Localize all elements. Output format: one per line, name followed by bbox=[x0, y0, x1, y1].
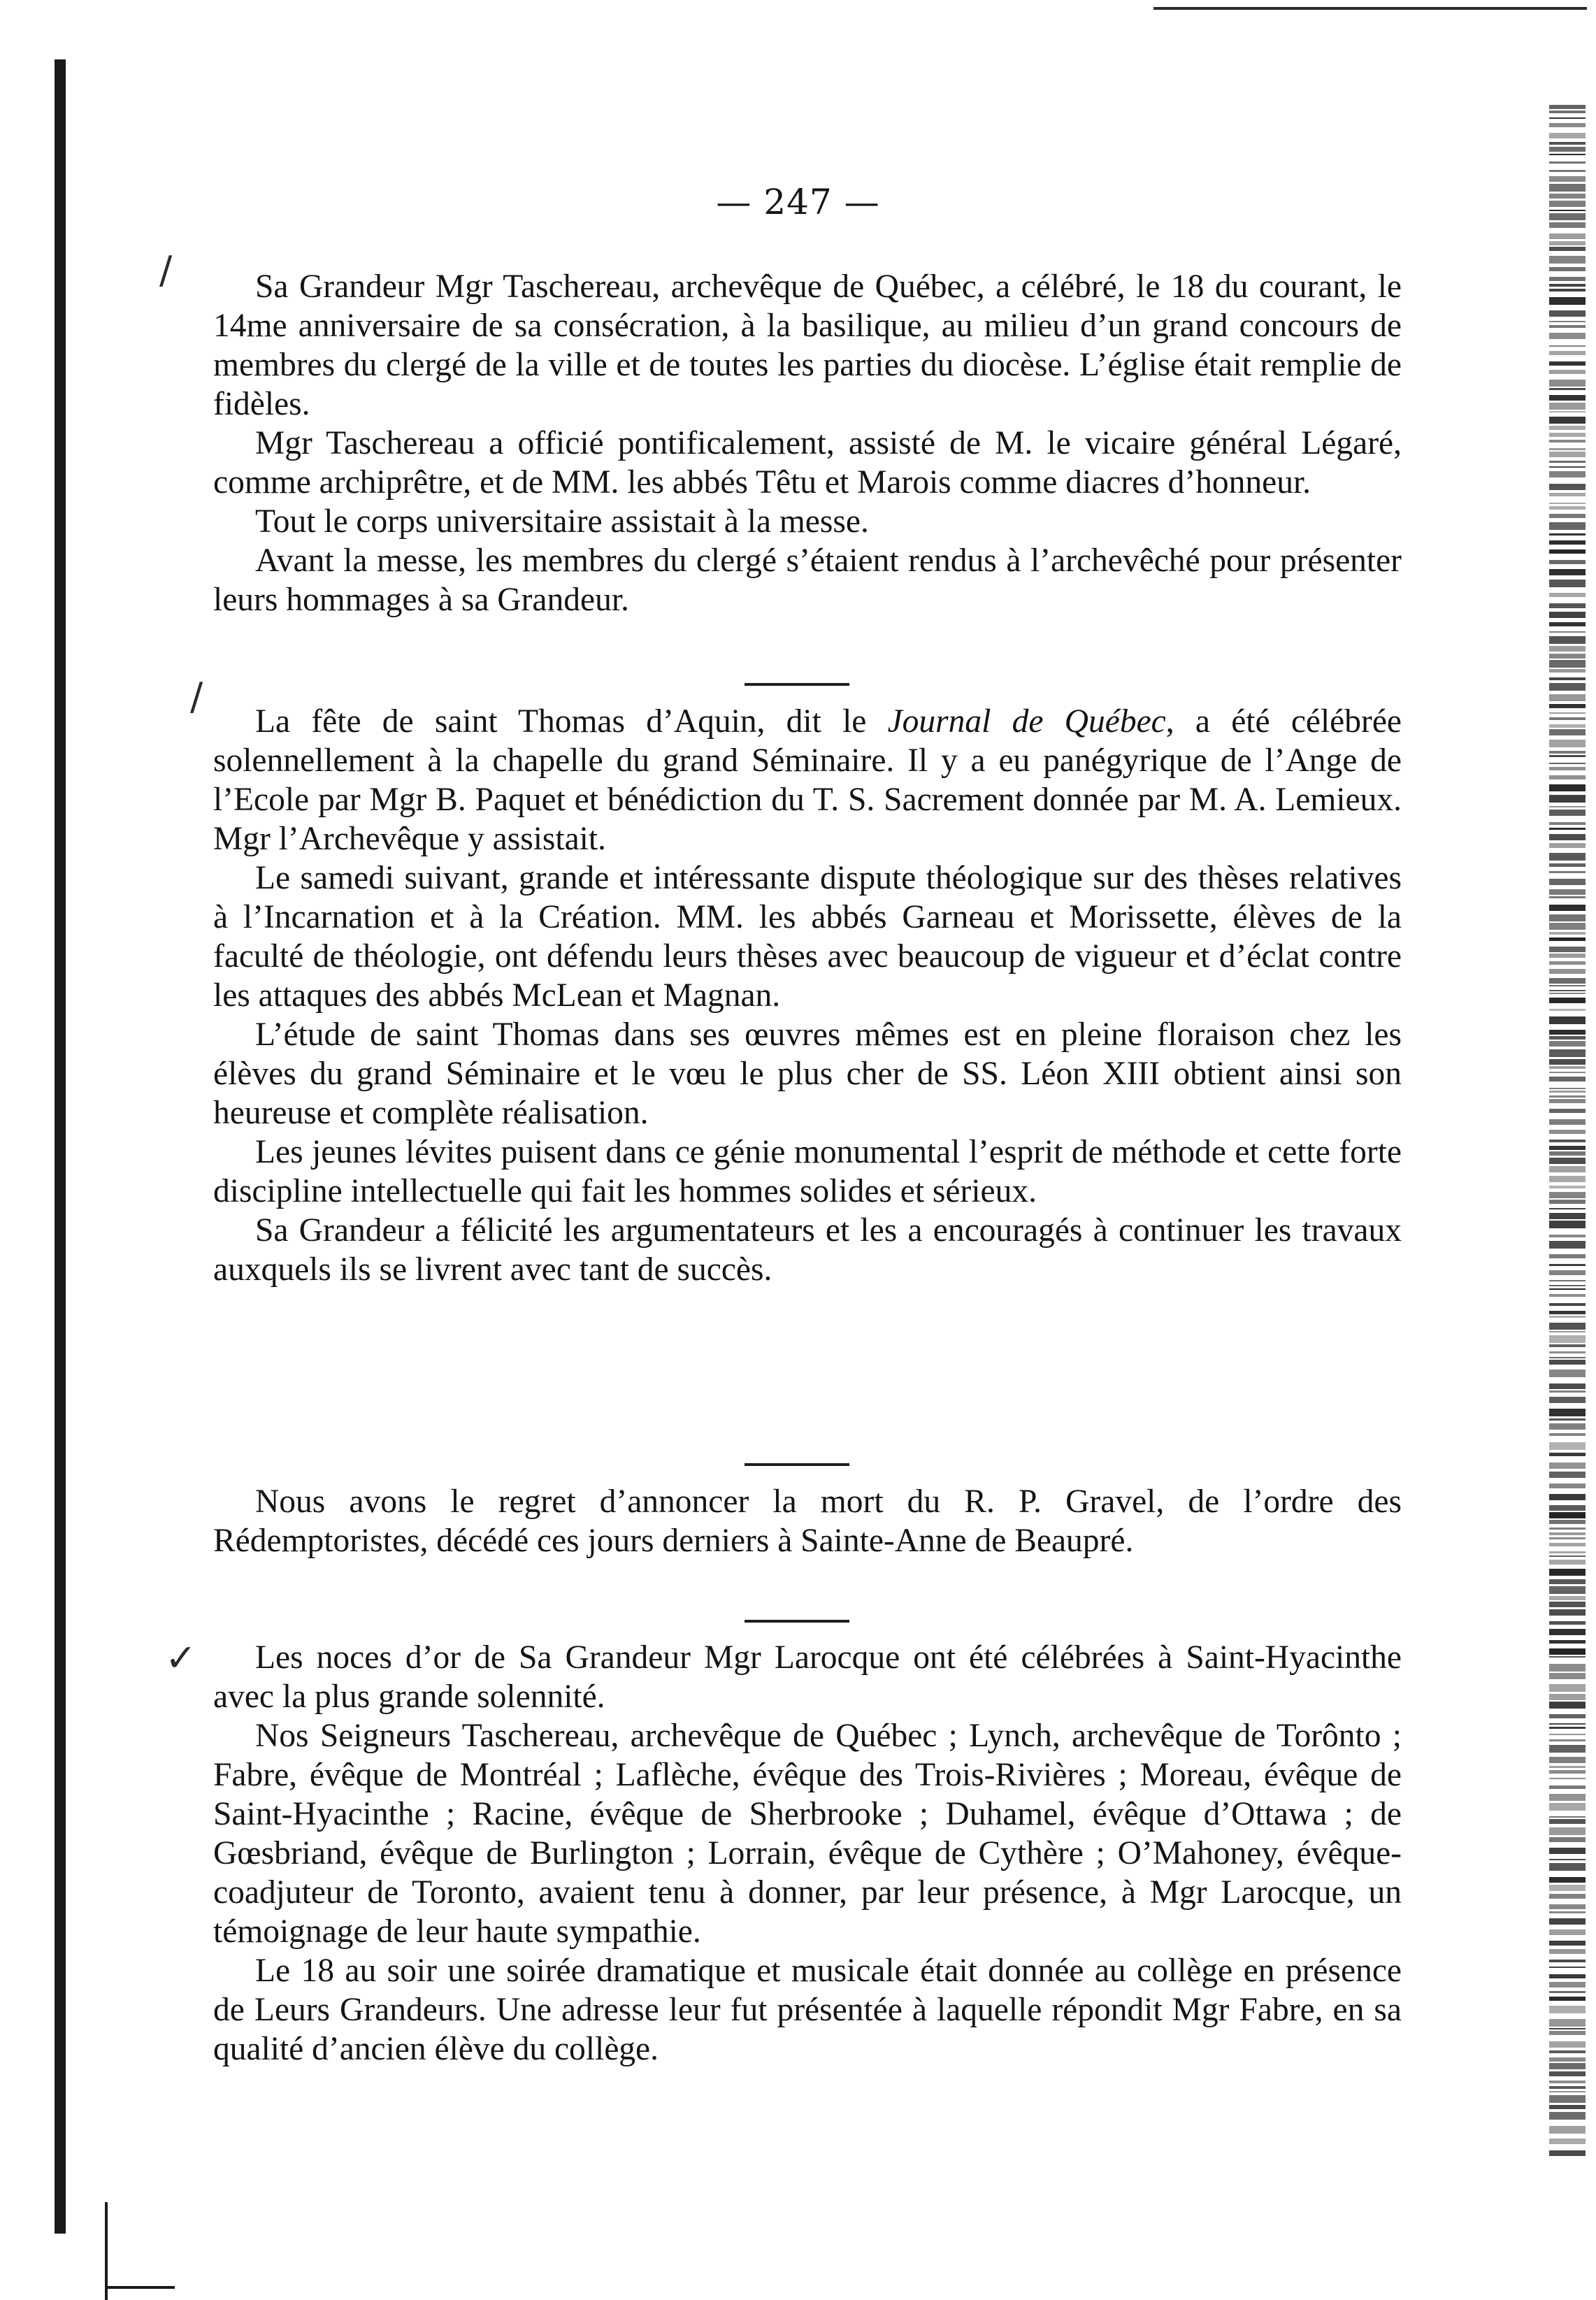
margin-annotation: ✓ bbox=[165, 1636, 197, 1680]
article-gravel-obituary bbox=[213, 1482, 1402, 1560]
section-separator bbox=[745, 1463, 849, 1466]
paragraph: Nos Seigneurs Taschereau, archevêque de Québec ; Lynch, archevêque de Torônto ; Fabre, évêque de Montréal ; Laflèche, évêque des Trois-Rivières ; Moreau, évêque de Saint-Hyacinthe ; Racine, évêque de Sherbrooke ; Duhamel, évêque d’Ottawa ; de Gœsbriand, évêque de Burlington ; Lorrain, évêque de Cythère ; O’Mahoney, évêque-coadjuteur de Toronto, avaient tenu à donner, par leur présence, à Mgr Larocque, un témoignage de leur haute sympathie. bbox=[213, 1718, 1402, 1950]
paragraph bbox=[213, 702, 1402, 858]
section-separator bbox=[745, 683, 849, 686]
paragraph: Le 18 au soir une soirée dramatique et musicale était donnée au collège en présence de Leurs Grandeurs. Une adresse leur fut présentée à laquelle répondit Mgr Fabre, en sa qualité d’ancien élève du collège. bbox=[213, 1953, 1402, 2067]
paragraph-text: , a été célébrée solennellement à la chapelle du grand Séminaire. Il y a eu panégyrique de l’Ange de l’Ecole par Mgr B. Paquet et bénédiction du T. S. Sacrement donnée par M. A. Lemieux. Mgr l’Archevêque y assistait. bbox=[213, 703, 1402, 857]
margin-annotation: / bbox=[190, 675, 203, 719]
paragraph: Les noces d’or de Sa Grandeur Mgr Larocque ont été célébrées à Saint-Hyacinthe avec la plus grande solennité. bbox=[213, 1639, 1402, 1715]
section-separator bbox=[745, 1620, 849, 1623]
paragraph: Le samedi suivant, grande et intéressante dispute théologique sur des thèses relatives à l’Incarnation et à la Création. MM. les abbés Garneau et Morissette, élèves de la faculté de théologie, ont défendu leurs thèses avec beaucoup de vigueur et d’éclat contre les attaques des abbés McLean et Magnan. bbox=[213, 860, 1402, 1014]
paragraph: Tout le corps universitaire assistait à la messe. bbox=[255, 503, 869, 540]
article-larocque-jubilee bbox=[213, 1638, 1402, 2069]
paragraph: Nous avons le regret d’annoncer la mort du R. P. Gravel, de l’ordre des Rédemptoristes, décédé ces jours derniers à Sainte-Anne de Beaupré. bbox=[213, 1483, 1402, 1559]
paragraph: Les jeunes lévites puisent dans ce génie monumental l’esprit de méthode et cette forte discipline intellectuelle qui fait les hommes solides et sérieux. bbox=[213, 1134, 1402, 1209]
paragraph: Sa Grandeur Mgr Taschereau, archevêque de Québec, a célébré, le 18 du courant, le 14me anniversaire de sa consécration, à la basilique, au milieu d’un grand concours de membres du clergé de la ville et de toutes les parties du diocèse. L’église était remplie de fidèles. bbox=[213, 268, 1402, 422]
paragraph: Mgr Taschereau a officié pontificalement, assisté de M. le vicaire général Légaré, comme archiprêtre, et de MM. les abbés Têtu et Marois comme diacres d’honneur. bbox=[213, 425, 1402, 501]
margin-annotation: / bbox=[159, 248, 173, 292]
paragraph-text: La fête de saint Thomas d’Aquin, dit le bbox=[255, 703, 888, 740]
paragraph: Avant la messe, les membres du clergé s’étaient rendus à l’archevêché pour présenter leurs hommages à sa Grandeur. bbox=[213, 542, 1402, 618]
paragraph: Sa Grandeur a félicité les argumentateurs et les a encouragés à continuer les travaux auxquels ils se livrent avec tant de succès. bbox=[213, 1212, 1402, 1288]
article-taschereau-anniversary bbox=[213, 267, 1402, 619]
paragraph: L’étude de saint Thomas dans ses œuvres mêmes est en pleine floraison chez les élèves du grand Séminaire et le vœu le plus cher de SS. Léon XIII obtient ainsi son heureuse et complète réalisation. bbox=[213, 1016, 1402, 1131]
article-saint-thomas-feast bbox=[213, 702, 1402, 1289]
newspaper-title: Journal de Québec bbox=[887, 703, 1166, 740]
page-number: — 247 — bbox=[716, 182, 880, 222]
